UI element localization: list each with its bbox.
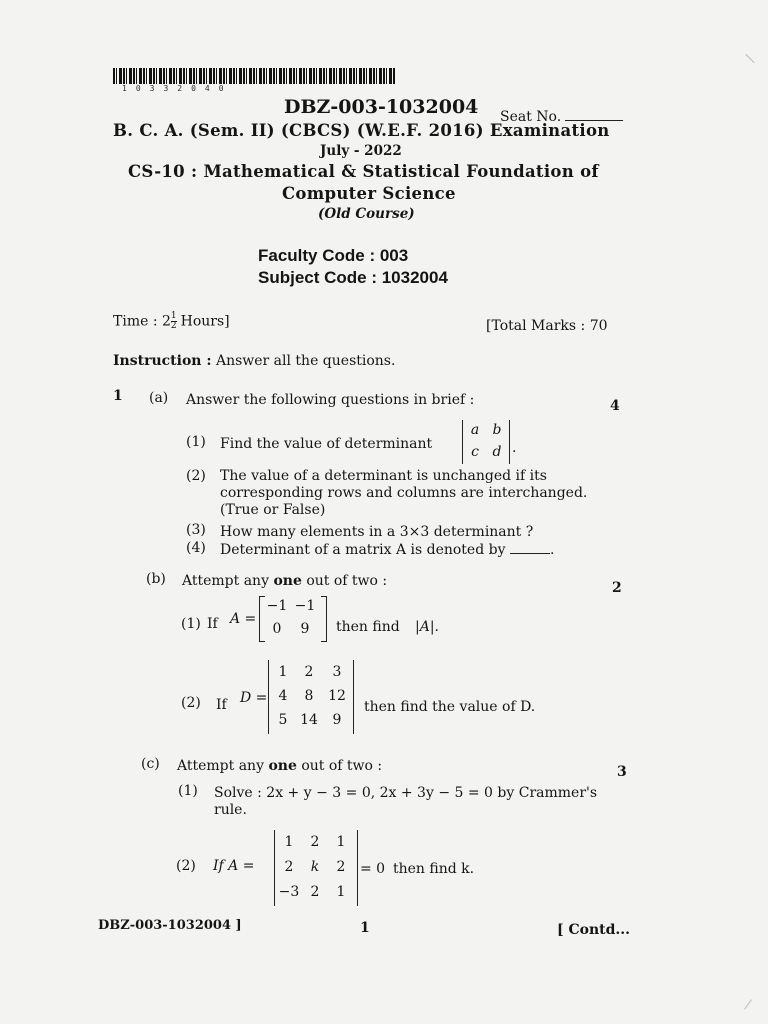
course-title-line2: Computer Science bbox=[282, 184, 456, 203]
answer-blank bbox=[510, 553, 550, 554]
seat-number-line bbox=[565, 108, 623, 121]
c2-number: (2) bbox=[176, 858, 196, 874]
time-allowed bbox=[113, 312, 230, 331]
part-b-text-post: out of two : bbox=[301, 573, 388, 589]
b1-variable: A = bbox=[230, 611, 257, 627]
det-cell: 4 bbox=[278, 688, 288, 704]
det-cell: 1 bbox=[284, 834, 294, 850]
time-suffix: Hours] bbox=[180, 313, 230, 330]
continued-note: [ Contd... bbox=[557, 922, 631, 938]
time-prefix: Time : 2 bbox=[113, 313, 171, 330]
instruction-text: Answer all the questions. bbox=[215, 353, 396, 369]
b2-variable: D = bbox=[240, 690, 268, 706]
b2-then: then find the value of D. bbox=[364, 699, 536, 715]
part-c-label: (c) bbox=[141, 756, 160, 772]
part-a-marks: 4 bbox=[610, 398, 620, 414]
a1-number: (1) bbox=[186, 434, 206, 450]
det-cell: k bbox=[310, 859, 320, 875]
c2-determinant bbox=[274, 830, 358, 906]
c2-equals: = 0 bbox=[360, 861, 386, 877]
part-c-text-pre: Attempt any bbox=[177, 758, 269, 774]
det-cell: −3 bbox=[278, 884, 300, 900]
matrix-cell: 0 bbox=[272, 621, 282, 637]
b1-then: then find bbox=[336, 619, 400, 635]
b2-if: If bbox=[216, 697, 227, 713]
part-b-text-bold: one bbox=[273, 573, 302, 589]
a1-text: Find the value of determinant bbox=[220, 436, 433, 452]
instruction bbox=[113, 353, 395, 369]
b1-matrix bbox=[259, 596, 327, 642]
total-marks: [Total Marks : 70 bbox=[486, 318, 608, 334]
exam-title: B. C. A. (Sem. II) (CBCS) (W.E.F. 2016) Examination bbox=[113, 121, 610, 140]
det-cell: 5 bbox=[278, 712, 288, 728]
b1-determinant: |A|. bbox=[415, 619, 439, 635]
a2-number: (2) bbox=[186, 468, 206, 484]
page-number: 1 bbox=[360, 920, 370, 936]
det-cell: 9 bbox=[332, 712, 342, 728]
paper-code: DBZ-003-1032004 bbox=[284, 96, 479, 118]
c1-number: (1) bbox=[178, 783, 198, 799]
det-cell: 12 bbox=[328, 688, 346, 704]
det-cell: 2 bbox=[304, 664, 314, 680]
a3-text: How many elements in a 3×3 determinant ? bbox=[220, 524, 534, 540]
a1-period: . bbox=[512, 440, 517, 456]
part-a-label: (a) bbox=[149, 390, 169, 406]
instruction-label: Instruction : bbox=[113, 353, 212, 369]
a4-text: Determinant of a matrix A is denoted by . bbox=[220, 542, 555, 558]
time-fraction-denominator: 2 bbox=[170, 321, 177, 331]
matrix-right-bracket bbox=[321, 596, 327, 642]
matrix-cell: −1 bbox=[294, 598, 316, 614]
time-fraction bbox=[171, 312, 177, 331]
matrix-cell: 9 bbox=[300, 621, 310, 637]
det-cell: 8 bbox=[304, 688, 314, 704]
det-cell: 2 bbox=[336, 859, 346, 875]
part-c-text-bold: one bbox=[268, 758, 297, 774]
c2-if: If A = bbox=[213, 858, 255, 874]
time-fraction-numerator: 1 bbox=[170, 311, 177, 321]
part-c-text-post: out of two : bbox=[296, 758, 383, 774]
det-cell: c bbox=[471, 444, 479, 460]
seat-number-label: Seat No. bbox=[500, 109, 562, 125]
a3-number: (3) bbox=[186, 522, 206, 538]
det-cell: 2 bbox=[310, 884, 320, 900]
barcode bbox=[113, 68, 396, 84]
b1-if: If bbox=[207, 616, 218, 632]
det-cell: 1 bbox=[336, 834, 346, 850]
part-b-marks: 2 bbox=[612, 580, 622, 596]
part-b-text-pre: Attempt any bbox=[182, 573, 274, 589]
c1-line1: Solve : 2x + y − 3 = 0, 2x + 3y − 5 = 0 by Crammer's bbox=[214, 785, 598, 801]
footer-code: DBZ-003-1032004 ] bbox=[98, 918, 242, 933]
question-number: 1 bbox=[113, 388, 123, 404]
b1-number: (1) bbox=[181, 616, 201, 632]
a2-line1: The value of a determinant is unchanged if its bbox=[220, 468, 547, 484]
matrix-cell: −1 bbox=[266, 598, 288, 614]
faculty-code: Faculty Code : 003 bbox=[258, 246, 409, 265]
a4-text-label: Determinant of a matrix A is denoted by bbox=[220, 542, 506, 558]
exam-session: July - 2022 bbox=[320, 143, 402, 159]
a4-number: (4) bbox=[186, 540, 206, 556]
c1-line2: rule. bbox=[214, 802, 247, 818]
part-c-marks: 3 bbox=[617, 764, 627, 780]
det-cell: 1 bbox=[278, 664, 288, 680]
part-a-text: Answer the following questions in brief : bbox=[186, 392, 475, 408]
a2-line3: (True or False) bbox=[220, 502, 326, 518]
scan-mark bbox=[745, 54, 754, 63]
c2-then: then find k. bbox=[393, 861, 475, 877]
part-b-label: (b) bbox=[146, 571, 166, 587]
course-note: (Old Course) bbox=[318, 206, 415, 222]
a2-line2: corresponding rows and columns are interchanged. bbox=[220, 485, 588, 501]
course-title-line1: CS-10 : Mathematical & Statistical Foundation of bbox=[128, 162, 599, 181]
scan-mark bbox=[744, 999, 752, 1009]
det-cell: 14 bbox=[300, 712, 318, 728]
det-cell: 2 bbox=[310, 834, 320, 850]
det-cell: a bbox=[470, 422, 480, 438]
b2-number: (2) bbox=[181, 695, 201, 711]
subject-code: Subject Code : 1032004 bbox=[258, 268, 448, 287]
b2-determinant bbox=[268, 660, 354, 734]
det-cell: b bbox=[492, 422, 502, 438]
det-cell: 3 bbox=[332, 664, 342, 680]
part-b-text bbox=[182, 573, 387, 589]
a1-determinant bbox=[462, 420, 510, 464]
barcode-digits: 10332040 bbox=[122, 84, 233, 93]
det-cell: 2 bbox=[284, 859, 294, 875]
part-c-text bbox=[177, 758, 382, 774]
det-cell: 1 bbox=[336, 884, 346, 900]
det-cell: d bbox=[492, 444, 502, 460]
